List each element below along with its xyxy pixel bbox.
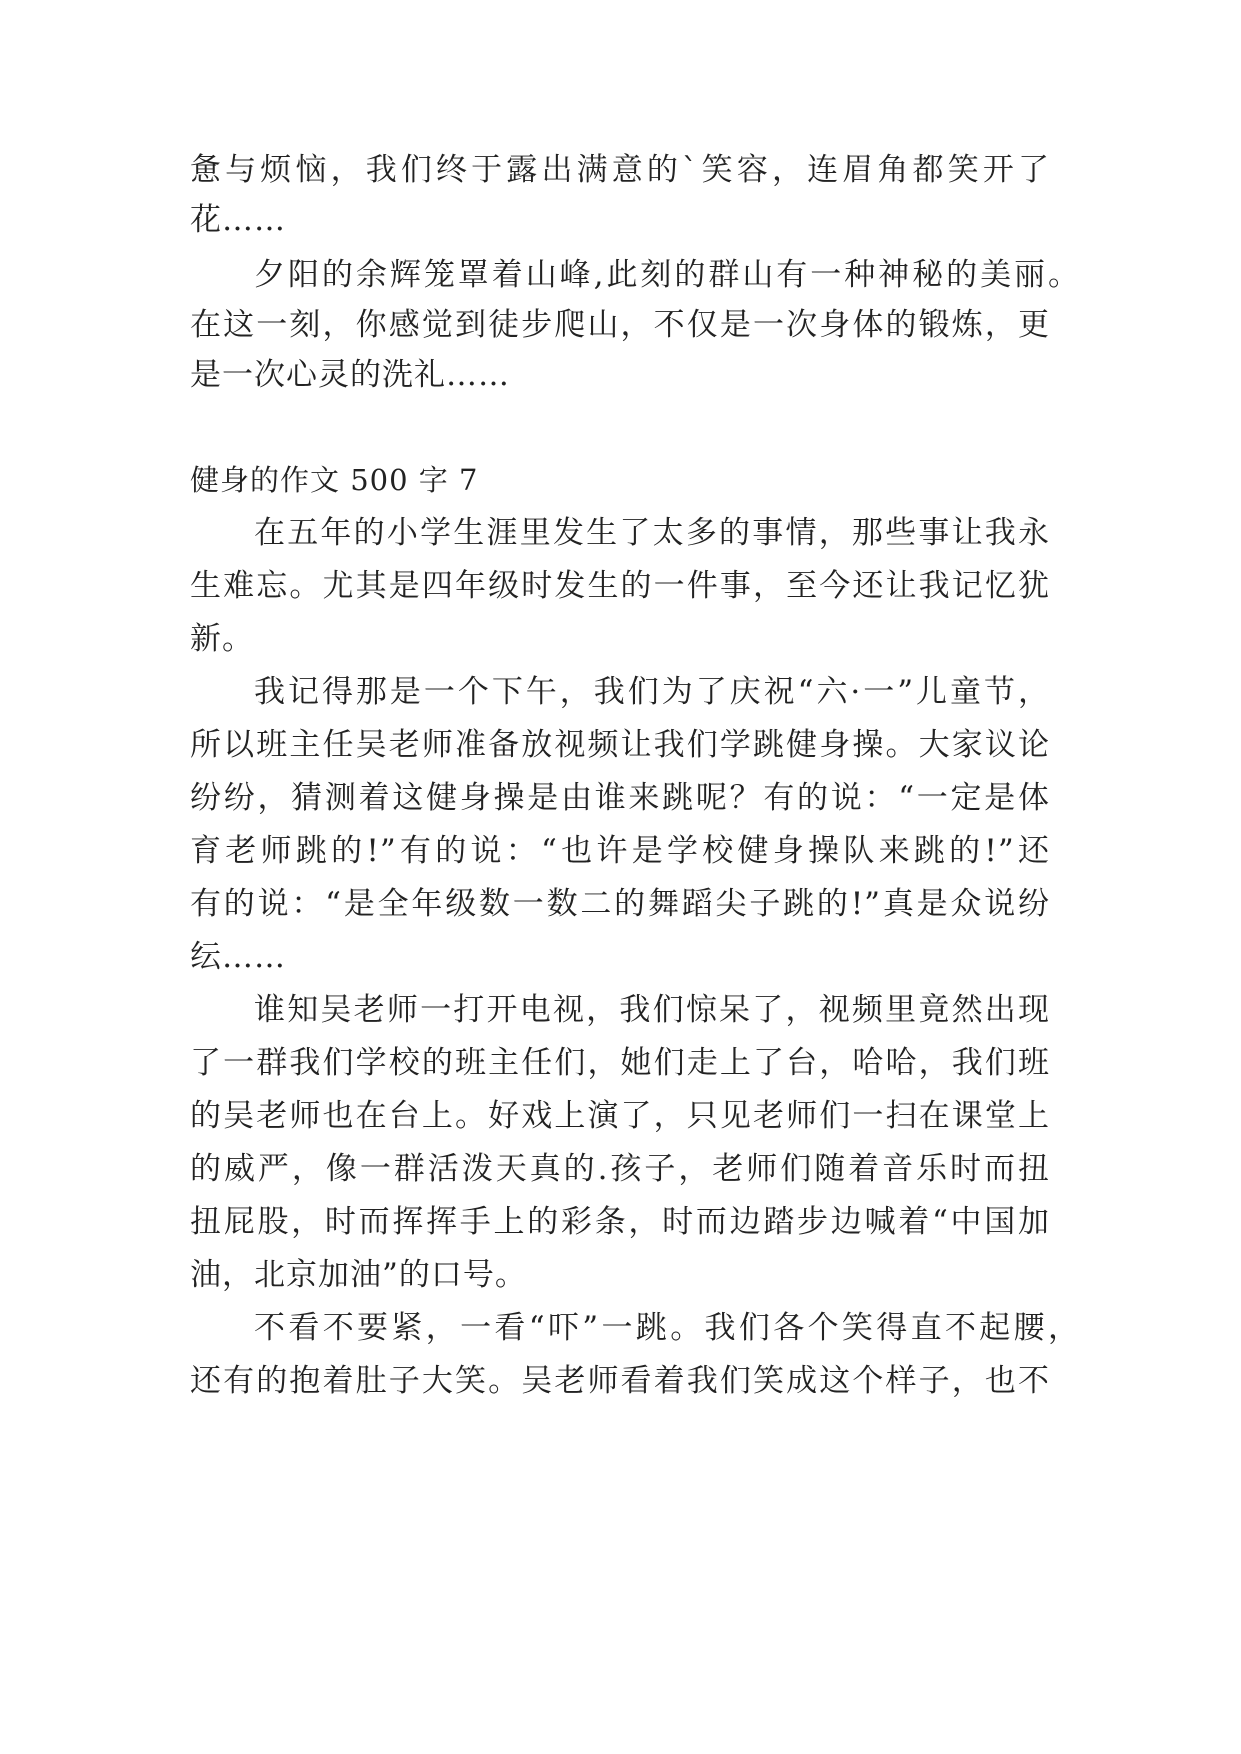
paragraph-line: 谁知吴老师一打开电视，我们惊呆了，视频里竟然出现	[254, 992, 1050, 1028]
paragraph-line: 新。	[190, 621, 254, 657]
paragraph-line: 育老师跳的!”有的说：“也许是学校健身操队来跳的!”还	[190, 833, 1050, 869]
paragraph-line: 的吴老师也在台上。好戏上演了，只见老师们一扫在课堂上	[190, 1098, 1050, 1134]
paragraph-line: 油，北京加油”的口号。	[190, 1257, 527, 1293]
paragraph-line: 花……	[190, 202, 286, 238]
paragraph-line: 夕阳的余辉笼罩着山峰,此刻的群山有一种神秘的美丽。	[254, 257, 1080, 293]
paragraph-line: 了一群我们学校的班主任们，她们走上了台，哈哈，我们班	[190, 1045, 1050, 1081]
paragraph-line: 在这一刻，你感觉到徒步爬山，不仅是一次身体的锻炼，更	[190, 307, 1050, 343]
paragraph-line: 有的说：“是全年级数一数二的舞蹈尖子跳的!”真是众说纷	[190, 886, 1050, 922]
paragraph-line: 所以班主任吴老师准备放视频让我们学跳健身操。大家议论	[190, 727, 1050, 763]
paragraph-line: 不看不要紧，一看“吓”一跳。我们各个笑得直不起腰，	[254, 1310, 1080, 1346]
paragraph-line: 是一次心灵的洗礼……	[190, 357, 510, 393]
paragraph-line: 纭……	[190, 939, 286, 975]
paragraph-line: 我记得那是一个下午，我们为了庆祝“六·一”儿童节，	[254, 674, 1050, 710]
paragraph-line: 还有的抱着肚子大笑。吴老师看着我们笑成这个样子，也不	[190, 1363, 1050, 1399]
essay-title: 健身的作文 500 字 7	[190, 463, 479, 497]
paragraph-line: 纷纷，猜测着这健身操是由谁来跳呢？有的说：“一定是体	[190, 780, 1050, 816]
paragraph-line: 生难忘。尤其是四年级时发生的一件事，至今还让我记忆犹	[190, 568, 1050, 604]
paragraph-line: 在五年的小学生涯里发生了太多的事情，那些事让我永	[254, 515, 1050, 551]
paragraph-line: 的威严，像一群活泼天真的.孩子，老师们随着音乐时而扭	[190, 1151, 1050, 1187]
paragraph-line: 惫与烦恼，我们终于露出满意的`笑容，连眉角都笑开了	[190, 152, 1050, 188]
paragraph-line: 扭屁股，时而挥挥手上的彩条，时而边踏步边喊着“中国加	[190, 1204, 1050, 1240]
